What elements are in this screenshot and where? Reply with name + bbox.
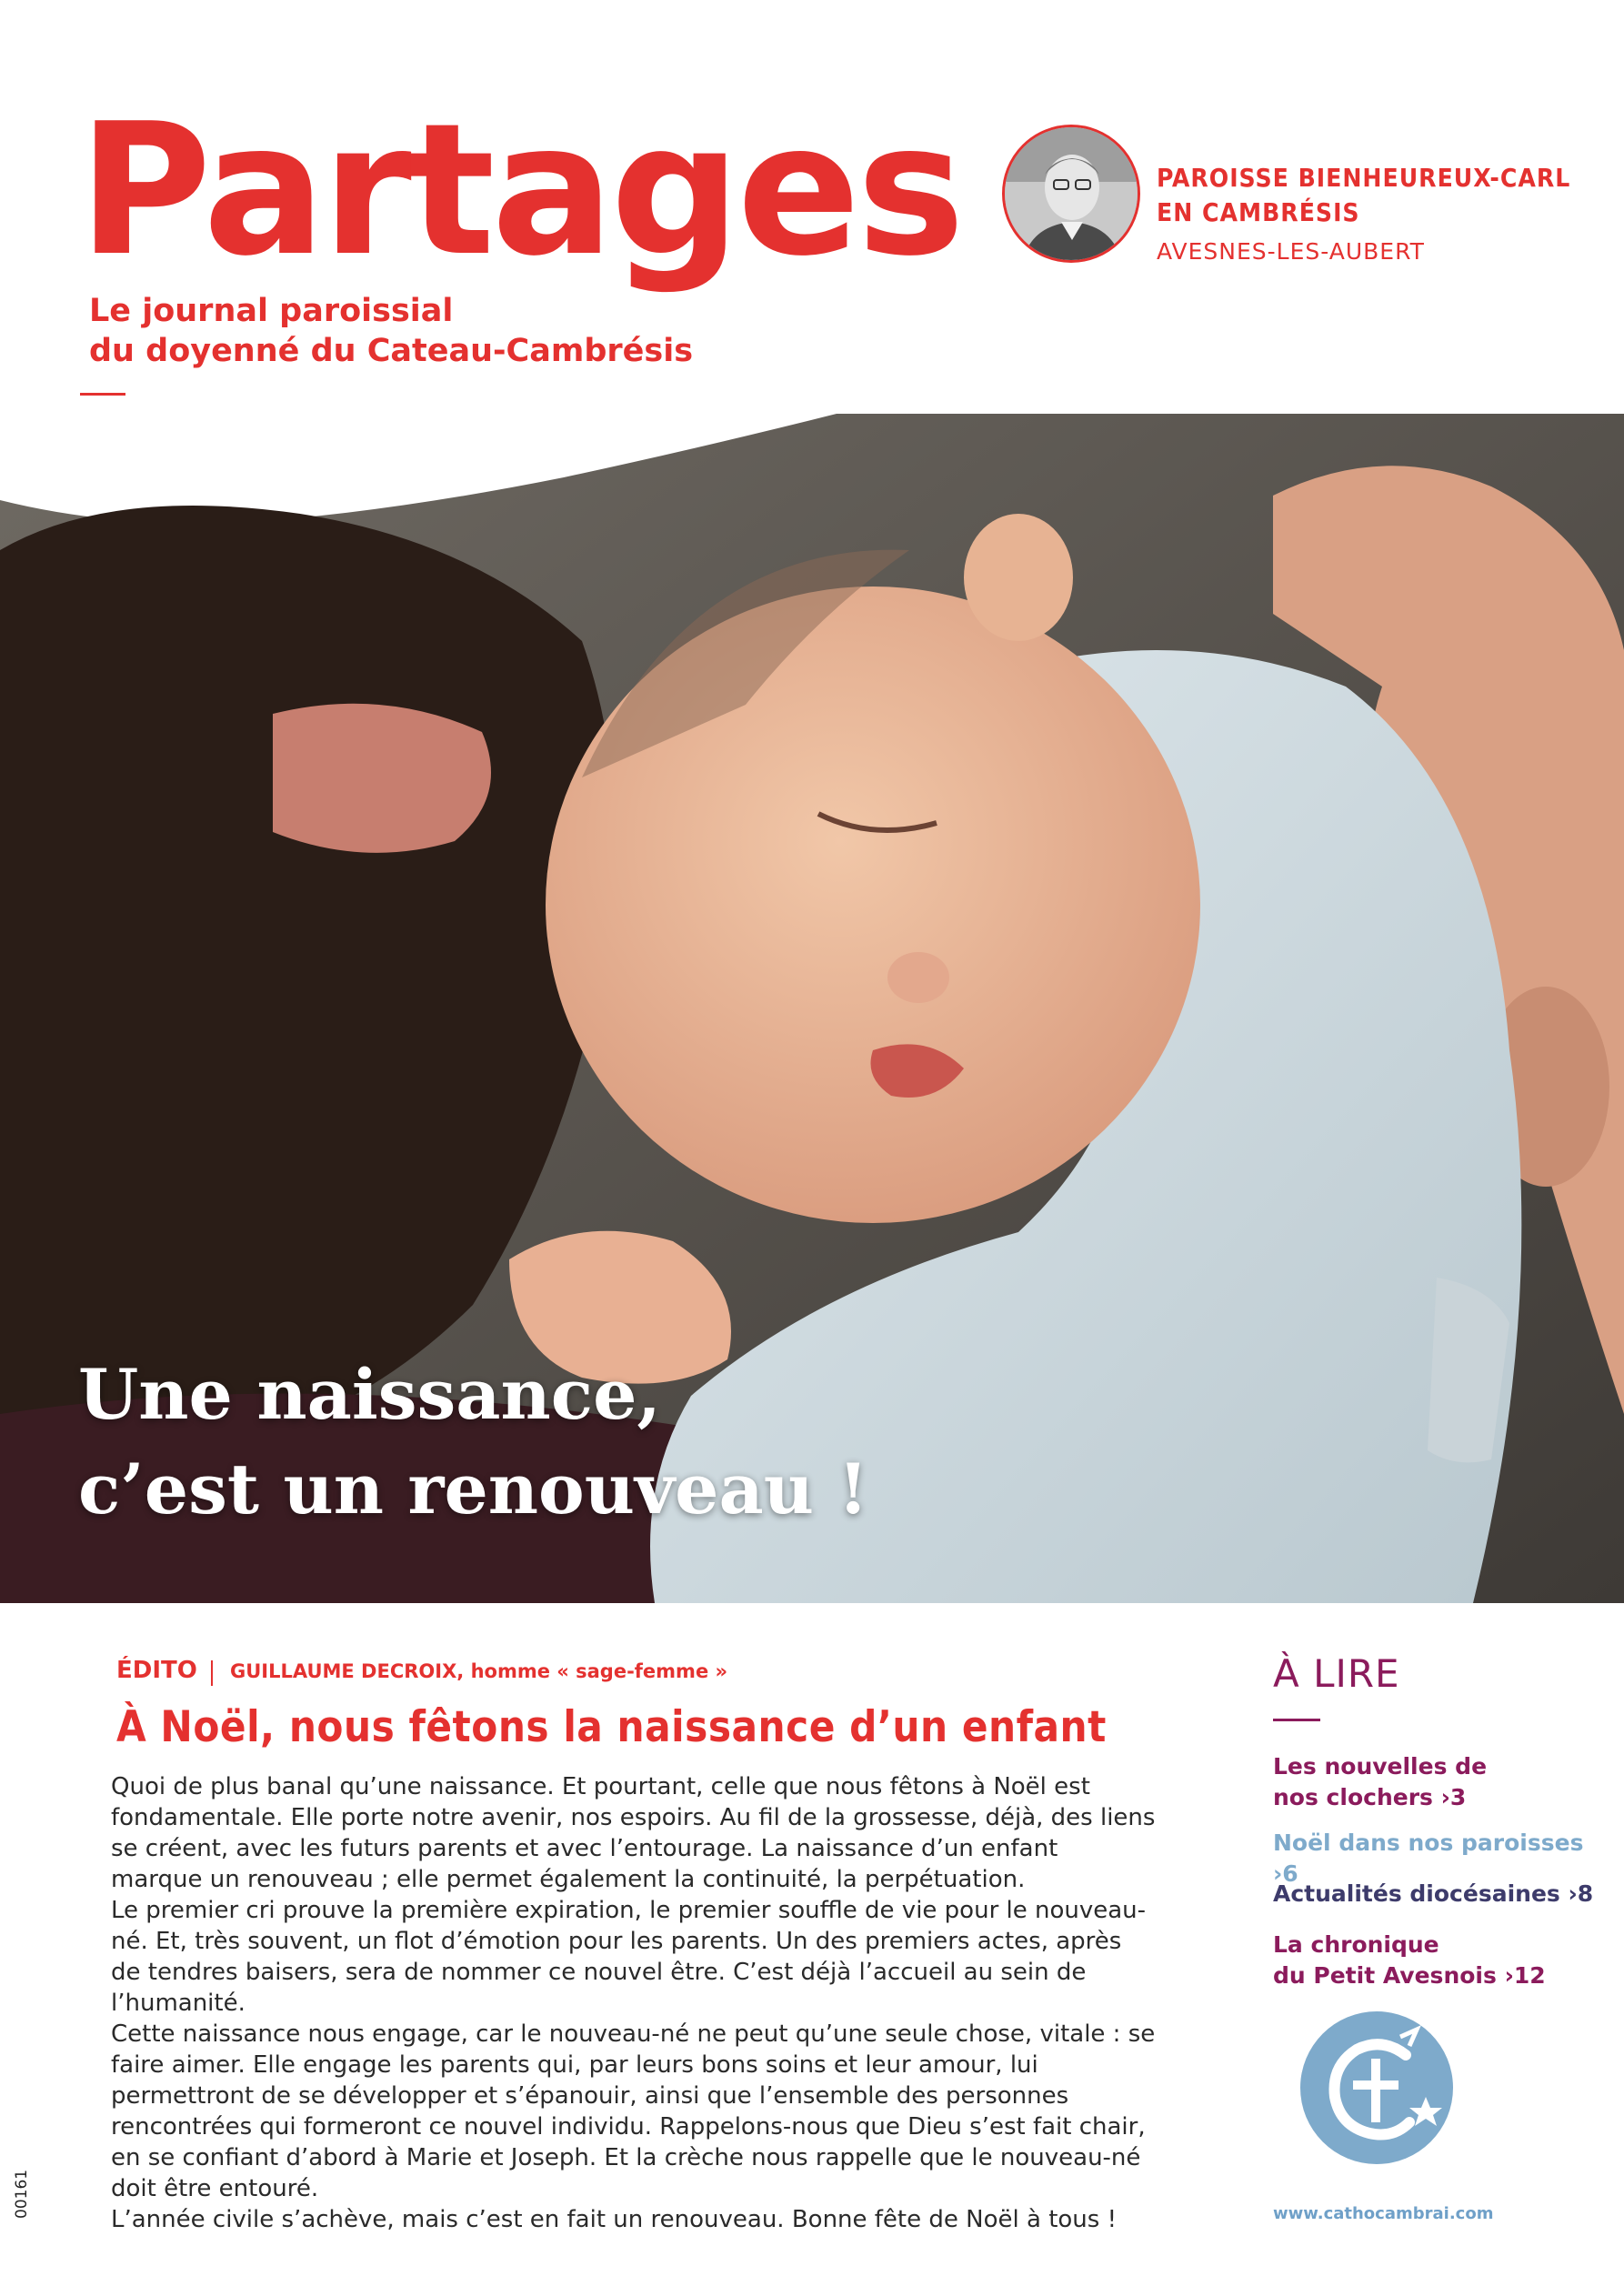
edito-paragraph: Le premier cri prouve la première expiration, le premier souffle de vie pour le nouveau-né. Et, très souvent, un flot d’émotion pour les parents. Un des premiers actes, après de tendres baisers, sera de nommer ce nouvel être. C’est déjà l’accueil au sein de l’humanité. [111, 1897, 1147, 2017]
edito-body [111, 1771, 1157, 2235]
edito-paragraph: L’année civile s’achève, mais c’est en fait un renouveau. Bonne fête de Noël à tous ! [111, 2206, 1118, 2233]
sidebar-heading: À LIRE [1273, 1651, 1400, 1696]
subtitle-line-1: Le journal paroissial [89, 293, 454, 329]
website-link[interactable]: www.cathocambrai.com [1273, 2204, 1494, 2223]
toc-item[interactable] [1273, 1751, 1609, 1813]
cover-headline [78, 1348, 868, 1537]
subtitle-line-2: du doyenné du Cateau-Cambrésis [89, 333, 694, 369]
sidebar-divider [1273, 1719, 1320, 1721]
edito-header [116, 1657, 727, 1684]
toc-item-line: Noël dans nos paroisses ›6 [1273, 1830, 1584, 1887]
toc-item-line: Les nouvelles de [1273, 1753, 1488, 1780]
publication-code: 00161 [13, 2169, 31, 2219]
edito-paragraph: Cette naissance nous engage, car le nouveau-né ne peut qu’une seule chose, vitale : se faire aimer. Elle engage les parents qui, par leurs bons soins et leur amour, lui permettront de se développer et s’épanouir, ainsi que l’ensemble des personnes rencontrées qui formeront ce nouvel individu. Rappelons-nous que Dieu s’est fait chair, en se confiant d’abord à Marie et Joseph. Et la crèche nous rappelle que le nouveau-né doit être entouré. [111, 2020, 1156, 2202]
toc-item-line: nos clochers ›3 [1273, 1784, 1467, 1810]
parish-name [1157, 161, 1570, 230]
edito-paragraph: Quoi de plus banal qu’une naissance. Et pourtant, celle que nous fêtons à Noël est fondamentale. Elle porte notre avenir, nos espoirs. Au fil de la grossesse, déjà, des liens se créent, avec les futurs parents et avec l’entourage. La naissance d’un enfant marque un renouveau ; elle permet également la continuité, la perpétuation. [111, 1773, 1156, 1893]
toc-item-line: du Petit Avesnois ›12 [1273, 1962, 1546, 1989]
journal-subtitle [89, 291, 693, 371]
edito-tag: ÉDITO [116, 1657, 197, 1684]
parish-portrait [1002, 125, 1140, 263]
parish-town: AVESNES-LES-AUBERT [1157, 238, 1425, 265]
toc-item-line: Actualités diocésaines ›8 [1273, 1880, 1594, 1907]
toc-item[interactable] [1273, 1930, 1609, 1991]
headline-line-2: c’est un renouveau ! [78, 1449, 868, 1529]
parish-name-line-1: PAROISSE BIENHEUREUX-CARL [1157, 163, 1571, 193]
parish-name-line-2: EN CAMBRÉSIS [1157, 197, 1360, 227]
toc-item-line: La chronique [1273, 1931, 1439, 1958]
diocese-logo-icon [1298, 2010, 1455, 2166]
edito-author: GUILLAUME DECROIX, homme « sage-femme » [229, 1660, 728, 1682]
edito-title: À Noël, nous fêtons la naissance d’un enfant [116, 1702, 1107, 1752]
toc-item[interactable] [1273, 1879, 1609, 1910]
masthead-divider [80, 393, 125, 396]
headline-line-1: Une naissance, [78, 1354, 661, 1435]
journal-title: Partages [78, 85, 962, 296]
